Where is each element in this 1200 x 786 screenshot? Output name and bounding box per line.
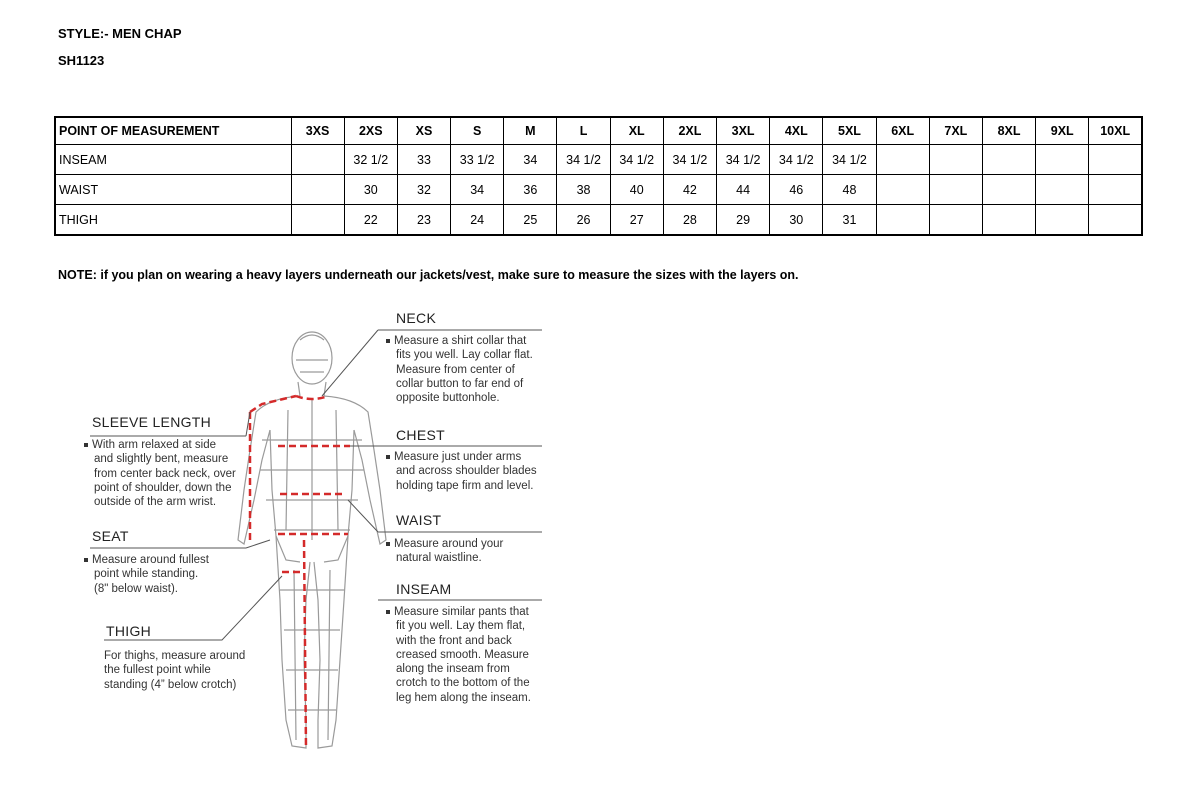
neck-description: Measure a shirt collar that fits you well. Lay collar flat. Measure from center of collar button to far end of opposite buttonhole. [386, 334, 533, 405]
table-cell [982, 205, 1035, 236]
table-cell [929, 145, 982, 175]
chest-title: CHEST [396, 427, 445, 443]
bullet-icon [386, 542, 390, 546]
bullet-icon [84, 443, 88, 447]
table-cell: 25 [504, 205, 557, 236]
table-cell [291, 145, 344, 175]
table-cell: 27 [610, 205, 663, 236]
sleeve-length-title: SLEEVE LENGTH [92, 414, 212, 430]
size-header: 9XL [1036, 117, 1089, 145]
seat-title: SEAT [92, 528, 129, 544]
seat-description: Measure around fullest point while standing. (8" below waist). [84, 553, 209, 596]
inseam-title: INSEAM [396, 581, 452, 597]
row-label: WAIST [55, 175, 291, 205]
table-cell [1089, 175, 1142, 205]
table-cell: 24 [451, 205, 504, 236]
header-point-of-measurement: POINT OF MEASUREMENT [55, 117, 291, 145]
table-cell [876, 205, 929, 236]
style-code: SH1123 [58, 53, 105, 68]
size-header: L [557, 117, 610, 145]
row-label: INSEAM [55, 145, 291, 175]
size-header: 8XL [982, 117, 1035, 145]
size-header: XL [610, 117, 663, 145]
size-header: 3XL [717, 117, 770, 145]
size-header: XS [397, 117, 450, 145]
table-cell [929, 175, 982, 205]
bullet-icon [84, 558, 88, 562]
table-cell [1036, 175, 1089, 205]
size-header: 2XL [663, 117, 716, 145]
waist-description: Measure around your natural waistline. [386, 537, 503, 566]
table-cell: 26 [557, 205, 610, 236]
table-cell: 23 [397, 205, 450, 236]
table-cell [291, 205, 344, 236]
table-cell [1036, 205, 1089, 236]
table-row-inseam [55, 145, 1142, 175]
size-header: 2XS [344, 117, 397, 145]
table-cell: 31 [823, 205, 876, 236]
size-header: 4XL [770, 117, 823, 145]
table-cell: 34 [451, 175, 504, 205]
table-cell [982, 175, 1035, 205]
bullet-icon [386, 455, 390, 459]
table-row-waist [55, 175, 1142, 205]
table-cell: 44 [717, 175, 770, 205]
table-cell: 32 [397, 175, 450, 205]
table-cell [876, 145, 929, 175]
inseam-description: Measure similar pants that fit you well. Lay them flat, with the front and back creased smooth. Measure along the inseam from crotch to the bottom of the leg hem along the inseam. [386, 605, 531, 705]
bullet-icon [386, 339, 390, 343]
style-title: STYLE:- MEN CHAP [58, 26, 182, 41]
table-cell: 34 1/2 [663, 145, 716, 175]
table-cell: 34 1/2 [770, 145, 823, 175]
neck-line [296, 396, 328, 399]
sleeve-line [250, 396, 296, 540]
body-outline [238, 332, 386, 748]
size-header: 6XL [876, 117, 929, 145]
table-cell: 46 [770, 175, 823, 205]
size-header: 3XS [291, 117, 344, 145]
waist-title: WAIST [396, 512, 442, 528]
table-cell: 38 [557, 175, 610, 205]
table-cell: 33 1/2 [451, 145, 504, 175]
table-row-thigh [55, 205, 1142, 236]
neck-title: NECK [396, 310, 437, 326]
row-label: THIGH [55, 205, 291, 236]
table-cell: 34 1/2 [557, 145, 610, 175]
table-cell [1089, 205, 1142, 236]
table-cell: 32 1/2 [344, 145, 397, 175]
chest-description: Measure just under arms and across shoulder blades holding tape firm and level. [386, 450, 537, 493]
thigh-description: For thighs, measure around the fullest point while standing (4” below crotch) [104, 650, 246, 691]
table-cell: 34 1/2 [610, 145, 663, 175]
size-chart-table [54, 116, 1143, 236]
table-cell: 29 [717, 205, 770, 236]
table-cell: 22 [344, 205, 397, 236]
table-cell: 48 [823, 175, 876, 205]
size-header: 10XL [1089, 117, 1142, 145]
table-cell: 28 [663, 205, 716, 236]
layering-note: NOTE: if you plan on wearing a heavy layers underneath our jackets/vest, make sure to measure the sizes with the layers on. [58, 268, 799, 282]
table-cell [1089, 145, 1142, 175]
table-cell [929, 205, 982, 236]
table-cell: 34 1/2 [717, 145, 770, 175]
table-cell: 34 [504, 145, 557, 175]
size-header: 5XL [823, 117, 876, 145]
table-cell: 36 [504, 175, 557, 205]
table-cell [876, 175, 929, 205]
table-header-row [55, 117, 1142, 145]
table-cell [982, 145, 1035, 175]
table-cell [291, 175, 344, 205]
sleeve-length-description: With arm relaxed at side and slightly bent, measure from center back neck, over point of shoulder, down the outside of the arm wrist. [84, 438, 236, 509]
table-cell: 42 [663, 175, 716, 205]
size-header: 7XL [929, 117, 982, 145]
size-header: S [451, 117, 504, 145]
inseam-line [304, 540, 306, 748]
table-cell: 40 [610, 175, 663, 205]
bullet-icon [386, 610, 390, 614]
table-cell [1036, 145, 1089, 175]
table-cell: 34 1/2 [823, 145, 876, 175]
table-cell: 30 [770, 205, 823, 236]
size-header: M [504, 117, 557, 145]
table-cell: 33 [397, 145, 450, 175]
table-cell: 30 [344, 175, 397, 205]
thigh-title: THIGH [106, 623, 152, 639]
